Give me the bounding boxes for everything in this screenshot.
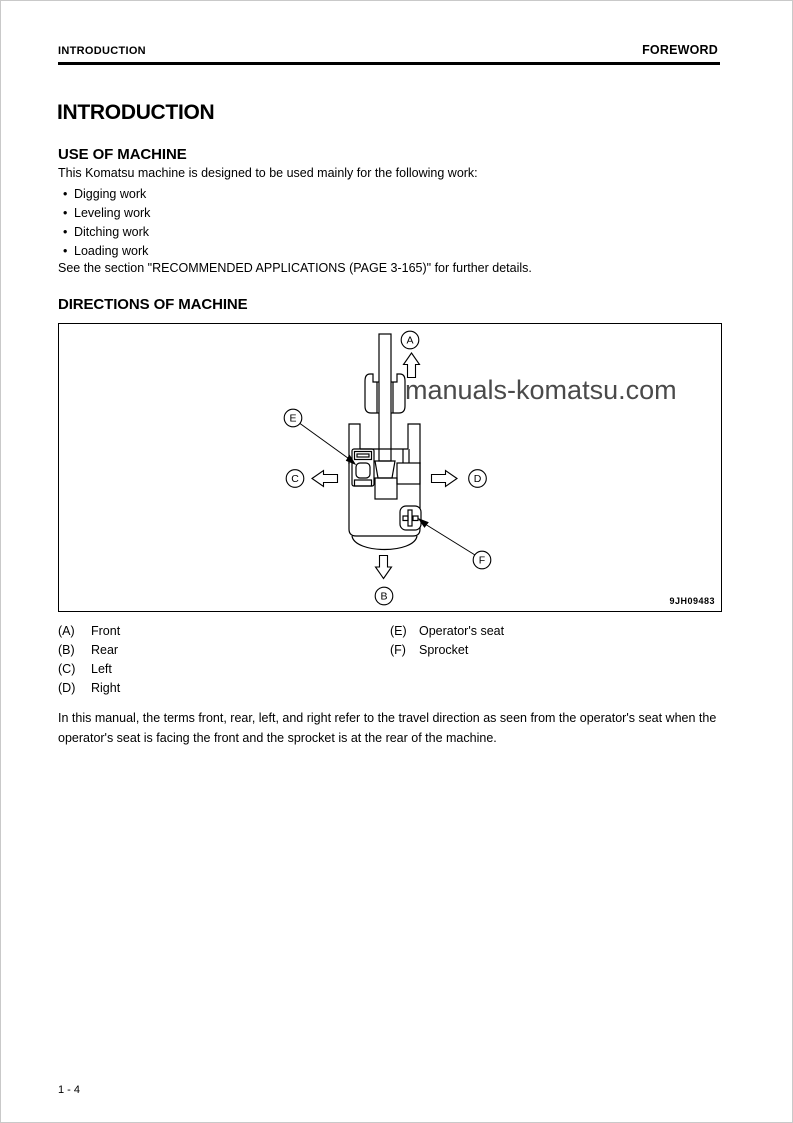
page-number: 1 - 4	[58, 1084, 81, 1096]
list-item	[63, 204, 150, 223]
use-intro-text: This Komatsu machine is designed to be used mainly for the following work:	[58, 166, 478, 180]
label-b: B	[380, 590, 388, 603]
list-item-label: Ditching work	[74, 224, 150, 239]
rear-arrow-icon	[376, 556, 392, 579]
list-item	[63, 223, 150, 242]
boom-drawing	[379, 334, 391, 461]
legend-label: Right	[91, 681, 121, 695]
operator-seat-drawing	[352, 449, 374, 486]
figure-code: 9JH09483	[669, 596, 715, 606]
page-title: INTRODUCTION	[57, 101, 215, 124]
list-item-label: Leveling work	[74, 205, 151, 220]
list-item-label: Digging work	[74, 187, 147, 201]
legend-label: Rear	[91, 643, 119, 657]
seat-callout-line	[300, 424, 355, 465]
right-arrow-icon	[432, 471, 458, 487]
use-outro-text: See the section "RECOMMENDED APPLICATIONS (PAGE 3-165)" for further details.	[58, 261, 532, 275]
running-header-left: INTRODUCTION	[58, 45, 146, 57]
bullet-icon: •	[63, 187, 68, 201]
list-item	[63, 185, 150, 204]
legend-label: Sprocket	[419, 643, 469, 657]
label-c: C	[291, 473, 299, 486]
header-rule	[58, 62, 720, 65]
list-item	[63, 242, 150, 261]
list-item-label: Loading work	[74, 243, 149, 258]
use-of-machine-heading: USE OF MACHINE	[58, 146, 187, 163]
legend-label: Left	[91, 662, 112, 676]
work-type-list	[63, 185, 150, 261]
legend-label: Front	[91, 624, 121, 638]
running-header-right: FOREWORD	[642, 43, 718, 57]
watermark-text: manuals-komatsu.com	[405, 375, 677, 405]
label-e: E	[289, 412, 297, 425]
directions-heading: DIRECTIONS OF MACHINE	[58, 296, 248, 313]
left-arrow-icon	[312, 471, 338, 487]
direction-figure	[58, 323, 722, 612]
front-arrow-icon	[404, 353, 420, 378]
machine-direction-diagram	[59, 324, 721, 611]
counterweight-arc	[352, 536, 417, 550]
legend-key: (B)	[58, 643, 75, 657]
legend-key: (D)	[58, 681, 76, 695]
legend-key: (F)	[390, 643, 406, 657]
bullet-icon: •	[63, 205, 68, 220]
label-f: F	[478, 554, 486, 567]
legend-key: (E)	[390, 624, 407, 638]
sprocket-callout-line	[419, 519, 475, 555]
label-a: A	[406, 334, 414, 347]
bullet-icon: •	[63, 224, 68, 239]
label-d: D	[473, 473, 482, 486]
directions-note: In this manual, the terms front, rear, left, and right refer to the travel direction as seen from the operator's seat when the operator's seat is facing the front and the sprocket is at the rear of the machine.	[58, 711, 717, 745]
bullet-icon: •	[63, 243, 68, 258]
legend-label: Operator's seat	[419, 624, 505, 638]
legend-key: (C)	[58, 662, 76, 676]
sprocket-drawing	[400, 506, 421, 530]
legend-key: (A)	[58, 624, 75, 638]
